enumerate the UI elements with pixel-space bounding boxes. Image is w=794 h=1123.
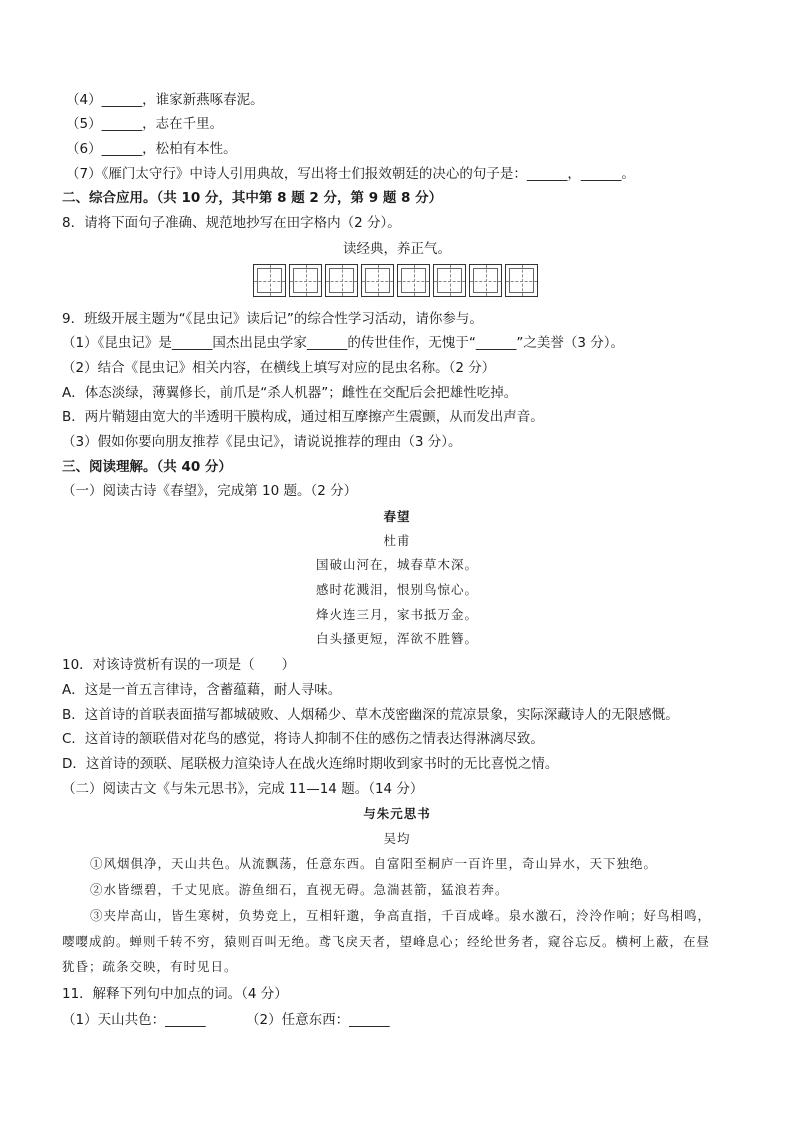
tianzige-cell[interactable] — [505, 264, 538, 297]
poem-line: 国破山河在，城春草木深。 — [315, 557, 478, 572]
question-11-1: （1）天山共色：______ — [62, 1012, 206, 1028]
prose-paragraph-1: ①风烟俱净，天山共色。从流飘荡，任意东西。自富阳至桐庐一百许里，奇山异水，天下独绝。 — [90, 856, 658, 871]
tianzige-cell[interactable] — [469, 264, 502, 297]
prose-paragraph-3: ③夹岸高山，皆生寒树，负势竞上，互相轩邈，争高直指，千百成峰。泉水激石，泠泠作响；好鸟相鸣， — [90, 908, 712, 923]
section-3-title: 三、阅读理解。（共 40 分） — [62, 459, 232, 475]
tianzige-cell[interactable] — [433, 264, 466, 297]
q7-item-5: （5）______，志在千里。 — [66, 116, 224, 132]
question-9-2-b: B．两片鞘翅由宽大的半透明干膜构成，通过相互摩擦产生震颤，从而发出声音。 — [62, 409, 544, 425]
poem-author: 杜甫 — [383, 533, 411, 548]
prose-author: 吴均 — [383, 831, 411, 846]
question-8: 8．请将下面句子准确、规范地抄写在田字格内（2 分）。 — [62, 215, 401, 231]
question-9-1: （1）《昆虫记》是______国杰出昆虫学家______的传世佳作，无愧于“______”之美誉（3 分）。 — [62, 335, 624, 351]
question-11-2: （2）任意东西：______ — [246, 1012, 390, 1028]
question-10-option-c: C．这首诗的颔联借对花鸟的感觉，将诗人抑制不住的感伤之情表达得淋漓尽致。 — [62, 731, 544, 747]
copy-sentence: 读经典，养正气。 — [343, 241, 451, 257]
prose-paragraph-2: ②水皆缥碧，千丈见底。游鱼细石，直视无碍。急湍甚箭，猛浪若奔。 — [90, 882, 509, 897]
question-9-3: （3）假如你要向朋友推荐《昆虫记》，请说说推荐的理由（3 分）。 — [62, 434, 462, 450]
poem-line: 烽火连三月，家书抵万金。 — [315, 607, 478, 622]
q7-item-6: （6）______，松柏有本性。 — [66, 141, 237, 157]
prose-paragraph-3-cont: 嘤嘤成韵。蝉则千转不穷，猿则百叫无绝。鸢飞戾天者，望峰息心；经纶世务者，窥谷忘反。横柯上蔽，在昼 — [62, 934, 711, 949]
question-9-2: （2）结合《昆虫记》相关内容，在横线上填写对应的昆虫名称。（2 分） — [62, 360, 496, 376]
tianzige-grid — [253, 264, 541, 297]
tianzige-cell[interactable] — [253, 264, 286, 297]
question-10-option-a: A．这是一首五言律诗，含蓄蕴藉，耐人寻味。 — [62, 682, 342, 698]
reading-part-2: （二）阅读古文《与朱元思书》，完成 11—14 题。（14 分） — [62, 781, 424, 797]
poem-line: 感时花溅泪，恨别鸟惊心。 — [315, 582, 478, 597]
question-11: 11．解释下列句中加点的词。（4 分） — [62, 986, 288, 1002]
tianzige-cell[interactable] — [361, 264, 394, 297]
q7-item-4: （4）______，谁家新燕啄春泥。 — [66, 92, 264, 108]
question-10-option-b: B．这首诗的首联表面描写都城破败、人烟稀少、草木茂密幽深的荒凉景象，实际深藏诗人的无限感慨。 — [62, 707, 679, 723]
question-9: 9．班级开展主题为“《昆虫记》读后记”的综合性学习活动，请你参与。 — [62, 311, 483, 327]
question-10-option-d: D．这首诗的颈联、尾联极力渲染诗人在战火连绵时期收到家书时的无比喜悦之情。 — [62, 756, 559, 772]
poem-line: 白头搔更短，浑欲不胜簪。 — [315, 631, 478, 646]
section-2-title: 二、综合应用。（共 10 分，其中第 8 题 2 分，第 9 题 8 分） — [62, 190, 443, 206]
poem-title: 春望 — [383, 509, 411, 524]
q7-item-7: （7）《雁门太守行》中诗人引用典故，写出将士们报效朝廷的决心的句子是：______，______。 — [66, 166, 635, 182]
question-10: 10．对该诗赏析有误的一项是（ ） — [62, 657, 296, 673]
reading-part-1: （一）阅读古诗《春望》，完成第 10 题。（2 分） — [62, 483, 358, 499]
prose-paragraph-3-cont: 犹昏；疏条交映，有时见日。 — [62, 959, 238, 974]
question-9-2-a: A．体态淡绿，薄翼修长，前爪是“杀人机器”；雌性在交配后会把雄性吃掉。 — [62, 385, 518, 401]
tianzige-cell[interactable] — [397, 264, 430, 297]
tianzige-cell[interactable] — [325, 264, 358, 297]
prose-title: 与朱元思书 — [363, 806, 431, 821]
tianzige-cell[interactable] — [289, 264, 322, 297]
